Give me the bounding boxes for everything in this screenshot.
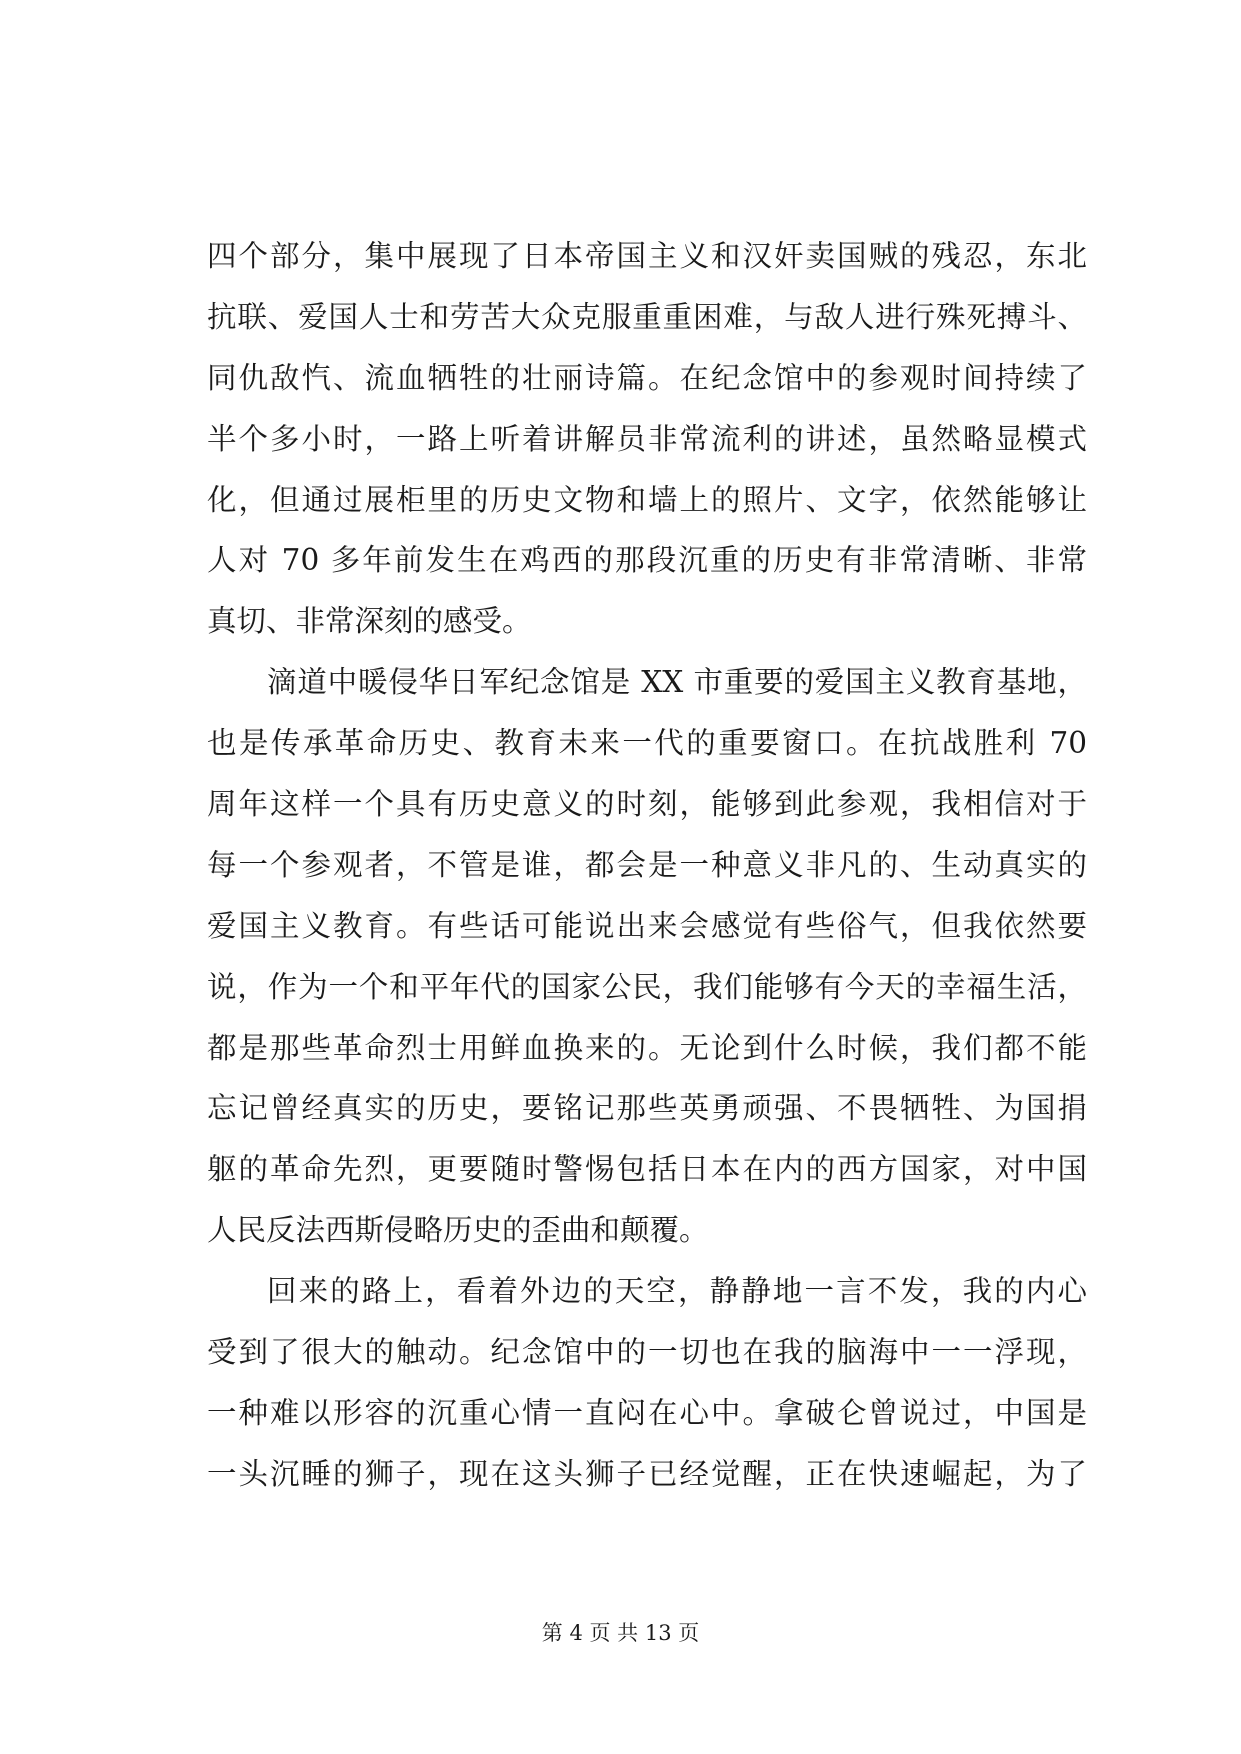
text-line: 每一个参观者，不管是谁，都会是一种意义非凡的、生动真实的	[207, 847, 1087, 882]
text-line: 化，但通过展柜里的历史文物和墙上的照片、文字，依然能够让	[207, 482, 1087, 517]
text-line: 受到了很大的触动。纪念馆中的一切也在我的脑海中一一浮现，	[207, 1335, 1087, 1370]
text-line: 抗联、爱国人士和劳苦大众克服重重困难，与敌人进行殊死搏斗、	[207, 299, 1087, 334]
text-line: 同仇敌忾、流血牺牲的壮丽诗篇。在纪念馆中的参观时间持续了	[207, 360, 1087, 395]
text-line: 也是传承革命历史、教育未来一代的重要窗口。在抗战胜利 70	[207, 726, 1087, 761]
paragraph-first-line: 回来的路上，看着外边的天空，静静地一言不发，我的内心	[267, 1274, 1087, 1309]
paragraph-first-line: 滴道中暖侵华日军纪念馆是 XX 市重要的爱国主义教育基地，	[267, 665, 1087, 700]
text-line: 忘记曾经真实的历史，要铭记那些英勇顽强、不畏牺牲、为国捐	[207, 1091, 1087, 1126]
body-text	[207, 226, 1087, 1505]
text-line: 躯的革命先烈，更要随时警惕包括日本在内的西方国家，对中国	[207, 1152, 1087, 1187]
text-line: 一头沉睡的狮子，现在这头狮子已经觉醒，正在快速崛起，为了	[207, 1456, 1087, 1491]
text-line: 都是那些革命烈士用鲜血换来的。无论到什么时候，我们都不能	[207, 1030, 1087, 1065]
text-line: 真切、非常深刻的感受。	[207, 604, 532, 639]
page-number-footer: 第 4 页 共 13 页	[541, 1621, 700, 1645]
text-line: 半个多小时，一路上听着讲解员非常流利的讲述，虽然略显模式	[207, 421, 1087, 456]
text-line: 周年这样一个具有历史意义的时刻，能够到此参观，我相信对于	[207, 787, 1087, 822]
text-line: 爱国主义教育。有些话可能说出来会感觉有些俗气，但我依然要	[207, 908, 1087, 943]
text-line: 人民反法西斯侵略历史的歪曲和颠覆。	[207, 1213, 709, 1248]
text-line: 说，作为一个和平年代的国家公民，我们能够有今天的幸福生活，	[207, 969, 1087, 1004]
text-line: 一种难以形容的沉重心情一直闷在心中。拿破仑曾说过，中国是	[207, 1395, 1087, 1430]
text-line: 人对 70 多年前发生在鸡西的那段沉重的历史有非常清晰、非常	[207, 543, 1087, 578]
text-line: 四个部分，集中展现了日本帝国主义和汉奸卖国贼的残忍，东北	[207, 239, 1087, 273]
